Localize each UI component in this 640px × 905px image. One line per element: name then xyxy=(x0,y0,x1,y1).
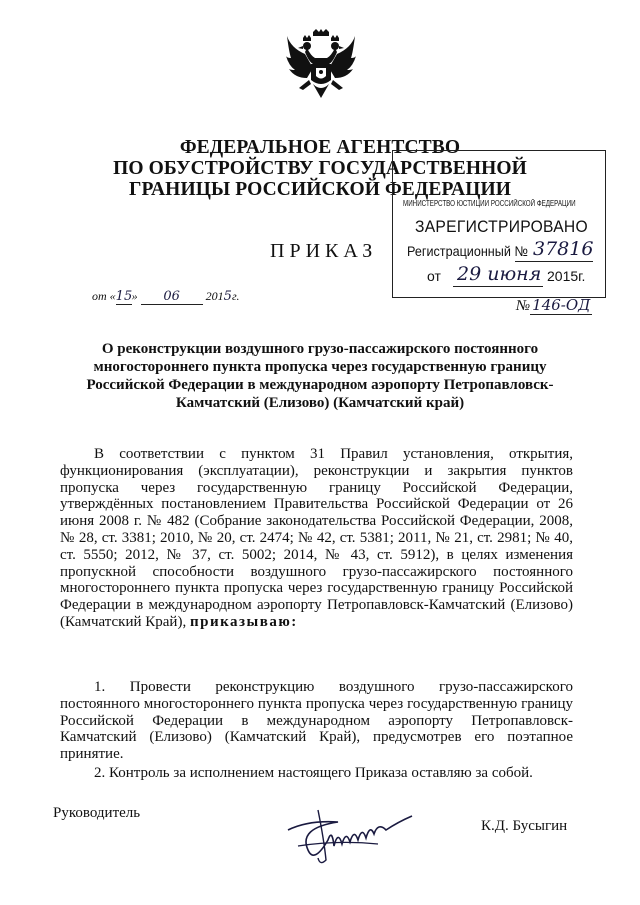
document-type: ПРИКАЗ xyxy=(270,240,378,262)
stamp-date: 29 июня xyxy=(457,263,542,285)
date-year-prefix: 201 xyxy=(205,289,224,303)
order-subject: О реконструкции воздушного грузо-пассажирского постоянного многостороннего пункта пропуска через государственную границу Российской Федерации в международном аэропорту Петропавловск-Камчатский (Елизово) (Камчатский край) xyxy=(86,341,554,411)
stamp-registered: ЗАРЕГИСТРИРОВАНО xyxy=(415,217,588,236)
signer-name: К.Д. Бусыгин xyxy=(481,818,568,834)
order-item-1 xyxy=(60,679,573,763)
agency-line-2: ПО ОБУСТРОЙСТВУ ГОСУДАРСТВЕННОЙ xyxy=(113,158,527,179)
order-item-text: 2. Контроль за исполнением настоящего Приказа оставляю за собой. xyxy=(94,765,533,781)
order-date xyxy=(92,289,239,305)
signature-icon xyxy=(278,800,418,870)
preamble xyxy=(60,446,573,631)
order-number xyxy=(516,296,592,315)
agency-line-1: ФЕДЕРАЛЬНОЕ АГЕНТСТВО xyxy=(179,137,461,158)
stamp-reg-number: 37816 xyxy=(533,238,594,260)
stamp-year: 2015г. xyxy=(547,268,586,284)
order-number-value: 146-ОД xyxy=(532,296,591,314)
order-number-prefix: № xyxy=(516,298,531,314)
date-year-end: г. xyxy=(231,289,240,303)
stamp-reg-number-label: Регистрационный № xyxy=(407,243,528,259)
signer-title: Руководитель xyxy=(53,805,141,821)
date-year-suffix: 5 xyxy=(223,289,232,304)
stamp-line xyxy=(515,261,593,262)
stamp-date-prefix: от xyxy=(427,268,441,284)
stamp-ministry: МИНИСТЕРСТВО ЮСТИЦИИ РОССИЙСКОЙ ФЕДЕРАЦИИ xyxy=(403,199,576,208)
date-mid: » xyxy=(131,289,138,303)
registration-stamp xyxy=(392,150,606,298)
date-prefix: от « xyxy=(92,289,116,303)
preamble-text: В соответствии с пунктом 31 Правил установления, открытия, функционирования (эксплуатации), реконструкции и закрытия пунктов пропуска через государственную границу Российской Федерации, утверждённых постановлением Правительства Российской Федерации от 26 июня 2008 г. № 482 (Собрание законодательства Российской Федерации, 2008, № 28, ст. 3381; 2010, № 20, ст. 2474; № 42, ст. 5381; 2011, № 21, ст. 2981; № 40, ст. 5550; 2012, № 37, ст. 5002; 2014, № 43, ст. 5912), в целях изменения пропускной способности воздушного грузо-пассажирского постоянного многостороннего пункта пропуска через государственную границу Российской Федерации в международном аэропорту Петропавловск-Камчатский (Елизово) (Камчатский Край), xyxy=(60,446,573,630)
agency-line-3: ГРАНИЦЫ РОССИЙСКОЙ ФЕДЕРАЦИИ xyxy=(128,179,512,200)
stamp-line xyxy=(453,286,543,287)
order-item-2 xyxy=(60,765,573,782)
order-item-text: 1. Провести реконструкцию воздушного грузо-пассажирского постоянного многостороннего пункта пропуска через государственную границу Российской Федерации в международном аэропорту Петропавловск-Камчатский (Елизово) (Камчатский Край), предусмотрев его поэтапное принятие. xyxy=(60,679,573,763)
date-day: 15 xyxy=(115,289,133,304)
date-month: 06 xyxy=(141,289,203,305)
command-word: приказываю: xyxy=(189,613,298,630)
coat-of-arms-icon xyxy=(285,28,357,104)
